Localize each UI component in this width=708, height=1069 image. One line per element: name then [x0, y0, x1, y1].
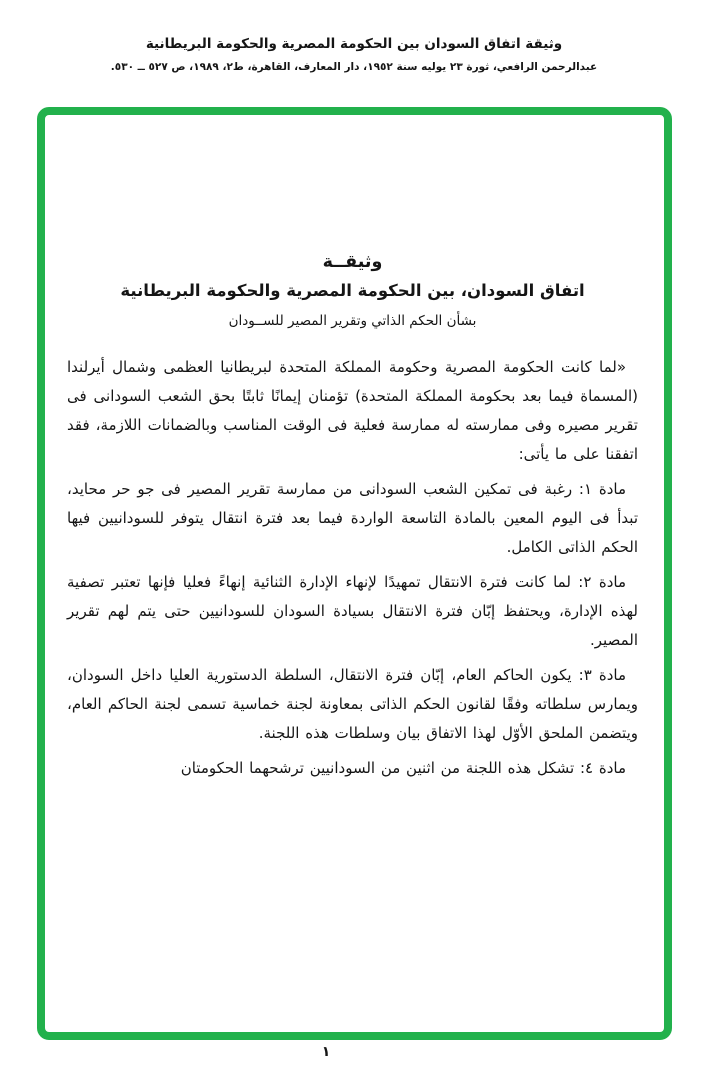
article-4-paragraph: مادة ٤: تشكل هذه اللجنة من اثنين من السودانيين ترشحهما الحكومتان — [180, 759, 626, 777]
page-number: ١ — [321, 1044, 331, 1060]
document-subtitle: بشأن الحكم الذاتي وتقرير المصير للســودان — [228, 313, 477, 329]
document-title-main: اتفاق السودان، بين الحكومة المصرية والحكومة البريطانية — [120, 281, 585, 300]
article-1-paragraph: مادة ١: رغبة فى تمكين الشعب السودانى من ممارسة تقرير المصير فى جو حر محايد، تبدأ فى اليوم المعين بالمادة التاسعة الواردة فيما بعد فترة انتقال يتوفر للسودانيين فيها الحكم الذاتى الكامل. — [67, 480, 638, 556]
header-citation: عبدالرحمن الرافعي، ثورة ٢٣ يوليه سنة ١٩٥٢، دار المعارف، القاهرة، ط٢، ١٩٨٩، ص ٥٢٧ ــ ٥٣٠. — [110, 61, 598, 73]
document-content — [45, 115, 664, 1032]
article-3-paragraph: مادة ٣: يكون الحاكم العام، إبّان فترة الانتقال، السلطة الدستورية العليا داخل السودان، ويمارس سلطاته وفقًا لقانون الحكم الذاتى بمعاونة لجنة خماسية تسمى لجنة الحاكم العام، ويتضمن الملحق الأوّل لهذا الاتفاق بيان وسلطات هذه اللجنة. — [67, 666, 638, 742]
article-2-paragraph: مادة ٢: لما كانت فترة الانتقال تمهيدًا لإنهاء الإدارة الثنائية إنهاءً فعليا فإنها تعتبر تصفية لهذه الإدارة، ويحتفظ إبّان فترة الانتقال بسيادة السودان للسودانيين حتى يتم لهم تقرير المصير. — [67, 573, 638, 649]
green-border-frame — [37, 107, 672, 1040]
header-title: وثيقة اتفاق السودان بين الحكومة المصرية والحكومة البريطانية — [145, 36, 563, 52]
document-title-word: وثيقــة — [322, 252, 383, 272]
document-body — [67, 353, 638, 783]
page-header — [0, 34, 708, 75]
preamble-paragraph: «لما كانت الحكومة المصرية وحكومة المملكة المتحدة لبريطانيا العظمى وشمال أيرلندا (المسماة فيما بعد بحكومة المملكة المتحدة) تؤمنان إيمانًا ثابتًا بحق الشعب السودانى فى تقرير مصيره وفى ممارسته له ممارسة فعلية فى الوقت المناسب وبالضمانات اللازمة، فقد اتفقنا على ما يأتى: — [67, 358, 638, 463]
